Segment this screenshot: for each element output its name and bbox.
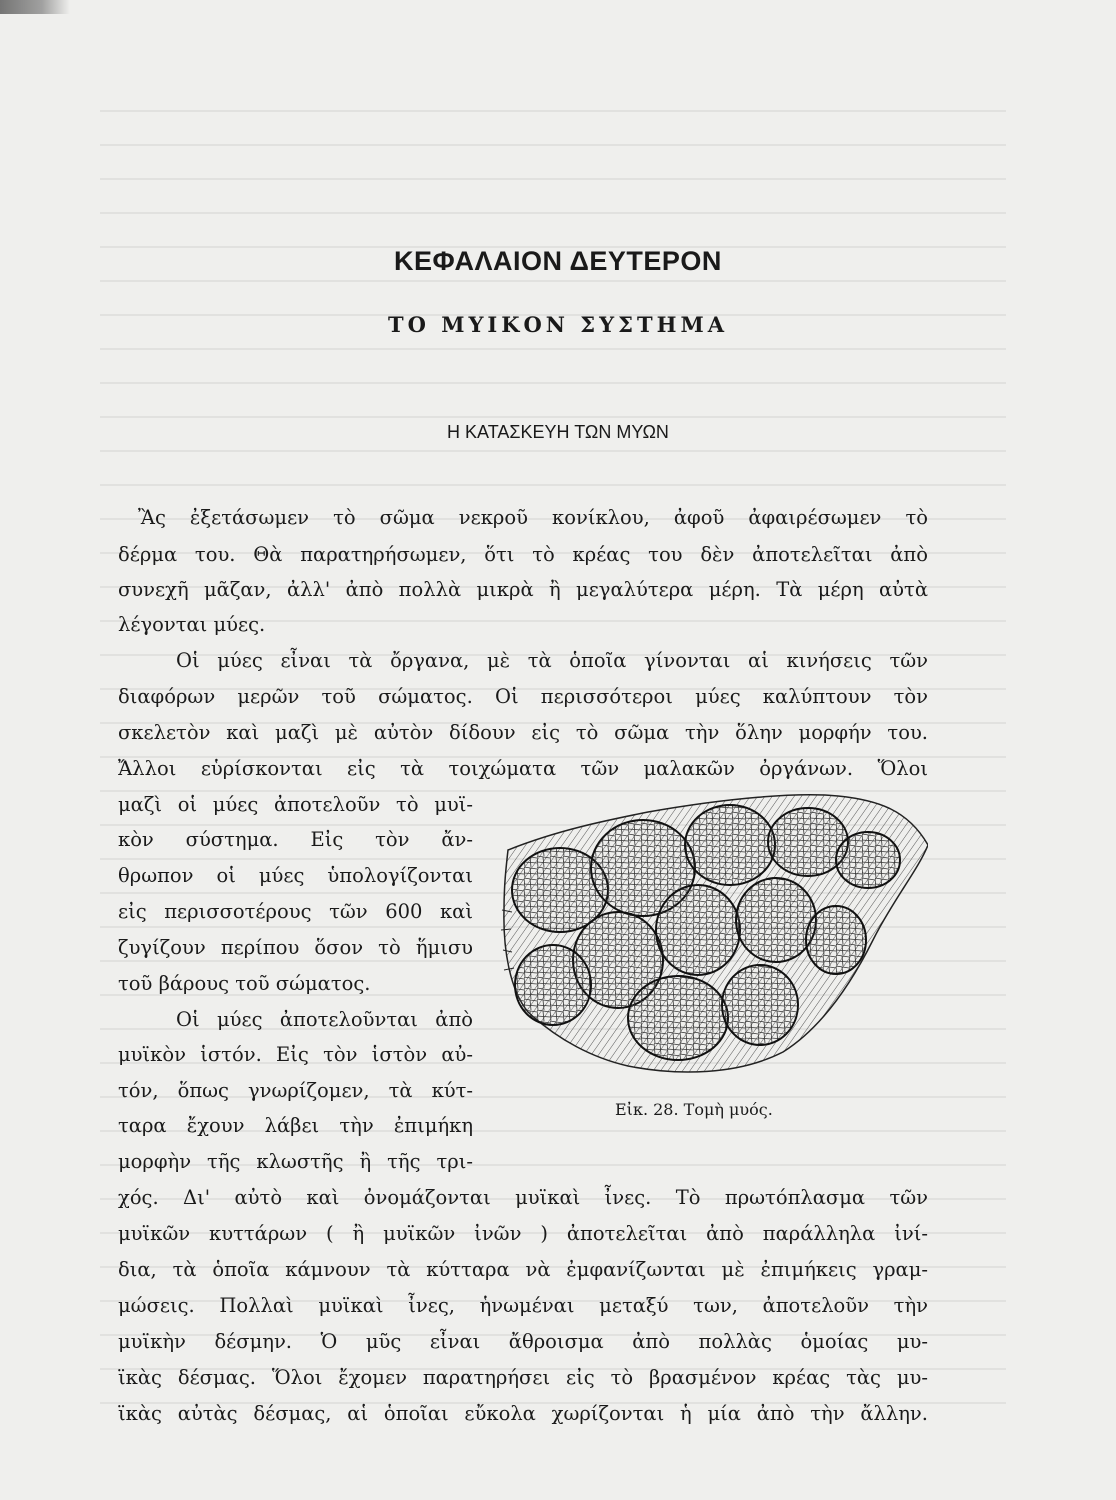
text-line: τοῦ βάρους τοῦ σώματος. (118, 972, 371, 995)
text-line: διαφόρων μερῶν τοῦ σώματος. Οἱ περισσότεροι μύες καλύπτουν τὸν (118, 685, 928, 708)
text-line: ϊκὰς δέσμας. Ὅλοι ἔχομεν παρατηρήσει εἰς τὸ βρασμένον κρέας τὰς μυ- (118, 1366, 928, 1389)
text-line: Οἱ μύες εἶναι τὰ ὄργανα, μὲ τὰ ὁποῖα γίνονται αἱ κινήσεις τῶν (176, 649, 928, 672)
text-line: ζυγίζουν περίπου ὅσον τὸ ἥμισυ (118, 936, 473, 959)
muscle-cross-section-illustration (498, 790, 928, 1080)
text-line: κὸν σύστημα. Εἰς τὸν ἄν- (118, 828, 473, 851)
text-line: ϊκὰς αὐτὰς δέσμας, αἱ ὁποῖαι εὔκολα χωρίζονται ἡ μία ἀπὸ τὴν ἄλλην. (118, 1402, 928, 1425)
text-line: μορφὴν τῆς κλωστῆς ἢ τῆς τρι- (118, 1150, 473, 1173)
chapter-title: ΚΕΦΑΛΑΙΟΝ ΔΕΥΤΕΡΟΝ (394, 246, 722, 276)
text-line: μυϊκὸν ἱστόν. Εἰς τὸν ἱστὸν αὐ- (118, 1043, 473, 1066)
scan-edge (0, 0, 70, 14)
text-line: μώσεις. Πολλαὶ μυϊκαὶ ἶνες, ἡνωμέναι μεταξύ των, ἀποτελοῦν τὴν (118, 1294, 928, 1317)
text-line: μαζὶ οἱ μύες ἀποτελοῦν τὸ μυϊ- (118, 793, 473, 816)
text-line: Ἄλλοι εὑρίσκονται εἰς τὰ τοιχώματα τῶν μαλακῶν ὀργάνων. Ὅλοι (118, 757, 928, 780)
text-line: χός. Δι' αὐτὸ καὶ ὀνομάζονται μυϊκαὶ ἶνες. Τὸ πρωτόπλασμα τῶν (118, 1186, 928, 1209)
text-line: εἰς περισσοτέρους τῶν 600 καὶ (118, 900, 473, 923)
figure-caption: Εἰκ. 28. Τομὴ μυός. (615, 1100, 773, 1119)
text-line: δέρμα του. Θὰ παρατηρήσωμεν, ὅτι τὸ κρέας του δὲν ἀποτελεῖται ἀπὸ (118, 543, 928, 566)
text-line: συνεχῆ μᾶζαν, ἀλλ' ἀπὸ πολλὰ μικρὰ ἢ μεγαλύτερα μέρη. Τὰ μέρη αὐτὰ (118, 578, 928, 601)
section-title: ΤΟ ΜΥΙΚΟΝ ΣΥΣΤΗΜΑ (387, 312, 729, 337)
text-line: μυϊκὴν δέσμην. Ὁ μῦς εἶναι ἄθροισμα ἀπὸ πολλὰς ὁμοίας μυ- (118, 1330, 928, 1353)
text-line: σκελετὸν καὶ μαζὶ μὲ αὐτὸν δίδουν εἰς τὸ σῶμα τὴν ὅλην μορφήν του. (118, 721, 928, 744)
text-line: δια, τὰ ὁποῖα κάμνουν τὰ κύτταρα νὰ ἐμφανίζωνται μὲ ἐπιμήκεις γραμ- (118, 1258, 928, 1281)
text-line: τόν, ὅπως γνωρίζομεν, τὰ κύτ- (118, 1079, 473, 1102)
text-line: θρωπον οἱ μύες ὑπολογίζονται (118, 864, 473, 887)
text-line: λέγονται μύες. (118, 613, 266, 636)
text-line: ταρα ἔχουν λάβει τὴν ἐπιμήκη (118, 1114, 473, 1137)
subsection-title: Η ΚΑΤΑΣΚΕΥΗ ΤΩΝ ΜΥΩΝ (447, 422, 669, 442)
text-line: μυϊκῶν κυττάρων ( ἢ μυϊκῶν ἰνῶν ) ἀποτελεῖται ἀπὸ παράλληλα ἰνί- (118, 1222, 928, 1245)
text-line: Οἱ μύες ἀποτελοῦνται ἀπὸ (176, 1008, 473, 1031)
text-line: Ἂς ἐξετάσωμεν τὸ σῶμα νεκροῦ κονίκλου, ἀφοῦ ἀφαιρέσωμεν τὸ (138, 506, 928, 529)
